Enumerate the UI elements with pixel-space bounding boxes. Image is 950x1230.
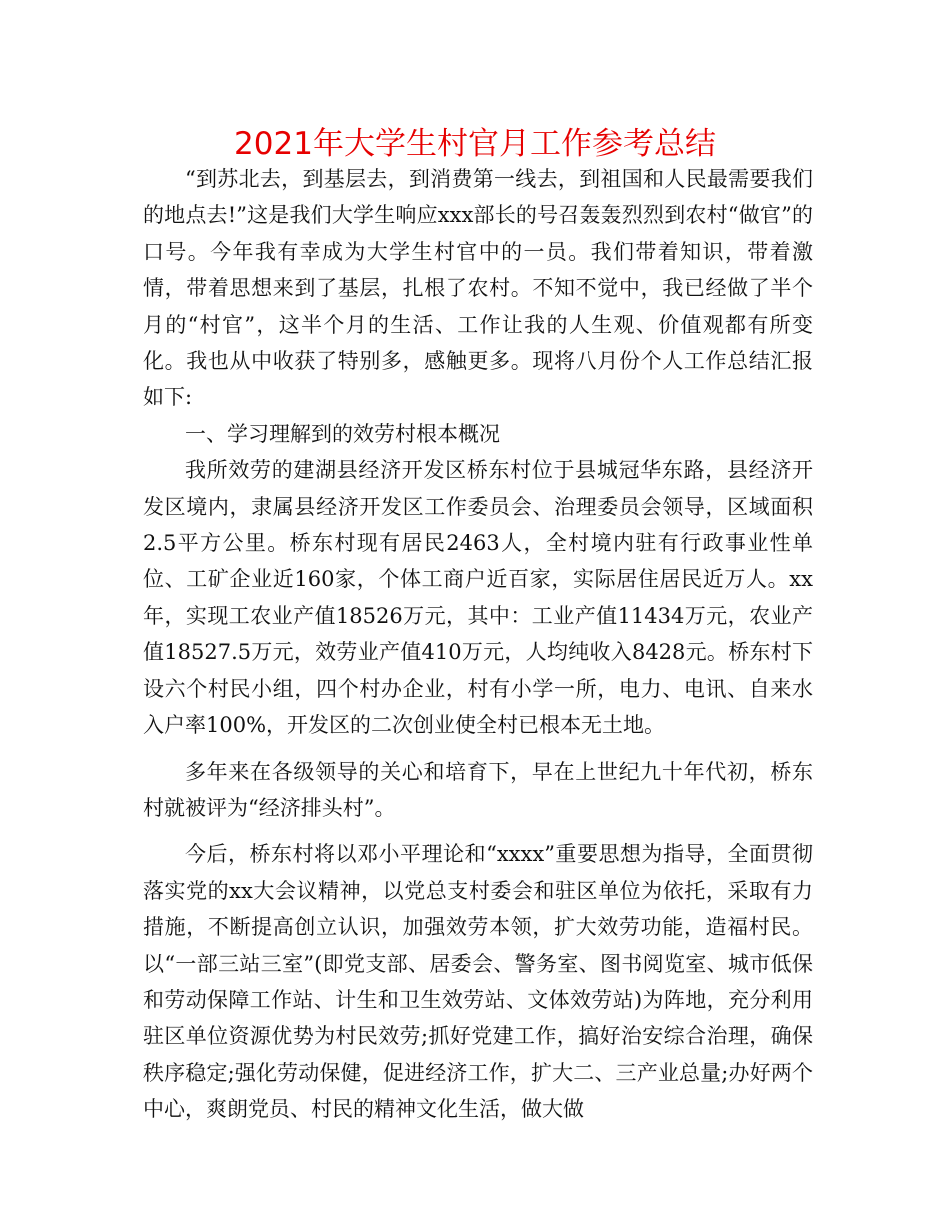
paragraph-village-overview: 我所效劳的建湖县经济开发区桥东村位于县城冠华东路，县经济开发区境内，隶属县经济开发区工作委员会、治理委员会领导，区域面积2.5平方公里。桥东村现有居民2463人，全村境内驻有行政事业性单位、工矿企业近160家，个体工商户近百家，实际居住居民近万人。xx年，实现工农业产值18526万元，其中：工业产值11434万元，农业产值18527.5万元，效劳业产值410万元，人均纯收入8428元。桥东村下设六个村民小组，四个村办企业，村有小学一所，电力、电讯、自来水入户率100%，开发区的二次创业使全村已根本无土地。 bbox=[143, 458, 813, 738]
section-heading-1: 一、学习理解到的效劳村根本概况 bbox=[185, 421, 500, 446]
paragraph-future-plans: 今后，桥东村将以邓小平理论和“xxxx”重要思想为指导，全面贯彻落实党的xx大会议精神，以党总支村委会和驻区单位为依托，采取有力措施，不断提高创立认识，加强效劳本领，扩大效劳功能，造福村民。以“一部三站三室”(即党支部、居委会、警务室、图书阅览室、城市低保和劳动保障工作站、计生和卫生效劳站、文体效劳站)为阵地，充分利用驻区单位资源优势为村民效劳;抓好党建工作，搞好治安综合治理，确保秩序稳定;强化劳动保健，促进经济工作，扩大二、三产业总量;办好两个中心，爽朗党员、村民的精神文化生活，做大做 bbox=[143, 842, 813, 1122]
paragraph-honors: 多年来在各级领导的关心和培育下，早在上世纪九十年代初，桥东村就被评为“经济排头村”。 bbox=[143, 759, 813, 820]
document-body bbox=[143, 161, 813, 1128]
document-title: 2021年大学生村官月工作参考总结 bbox=[234, 126, 716, 162]
paragraph-intro: “到苏北去，到基层去，到消费第一线去，到祖国和人民最需要我们的地点去!”这是我们大学生响应xxx部长的号召轰轰烈烈到农村“做官”的口号。今年我有幸成为大学生村官中的一员。我们带着知识，带着激情，带着思想来到了基层，扎根了农村。不知不觉中，我已经做了半个月的“村官”，这半个月的生活、工作让我的人生观、价值观都有所变化。我也从中收获了特别多，感触更多。现将八月份个人工作总结汇报如下: bbox=[143, 167, 813, 410]
